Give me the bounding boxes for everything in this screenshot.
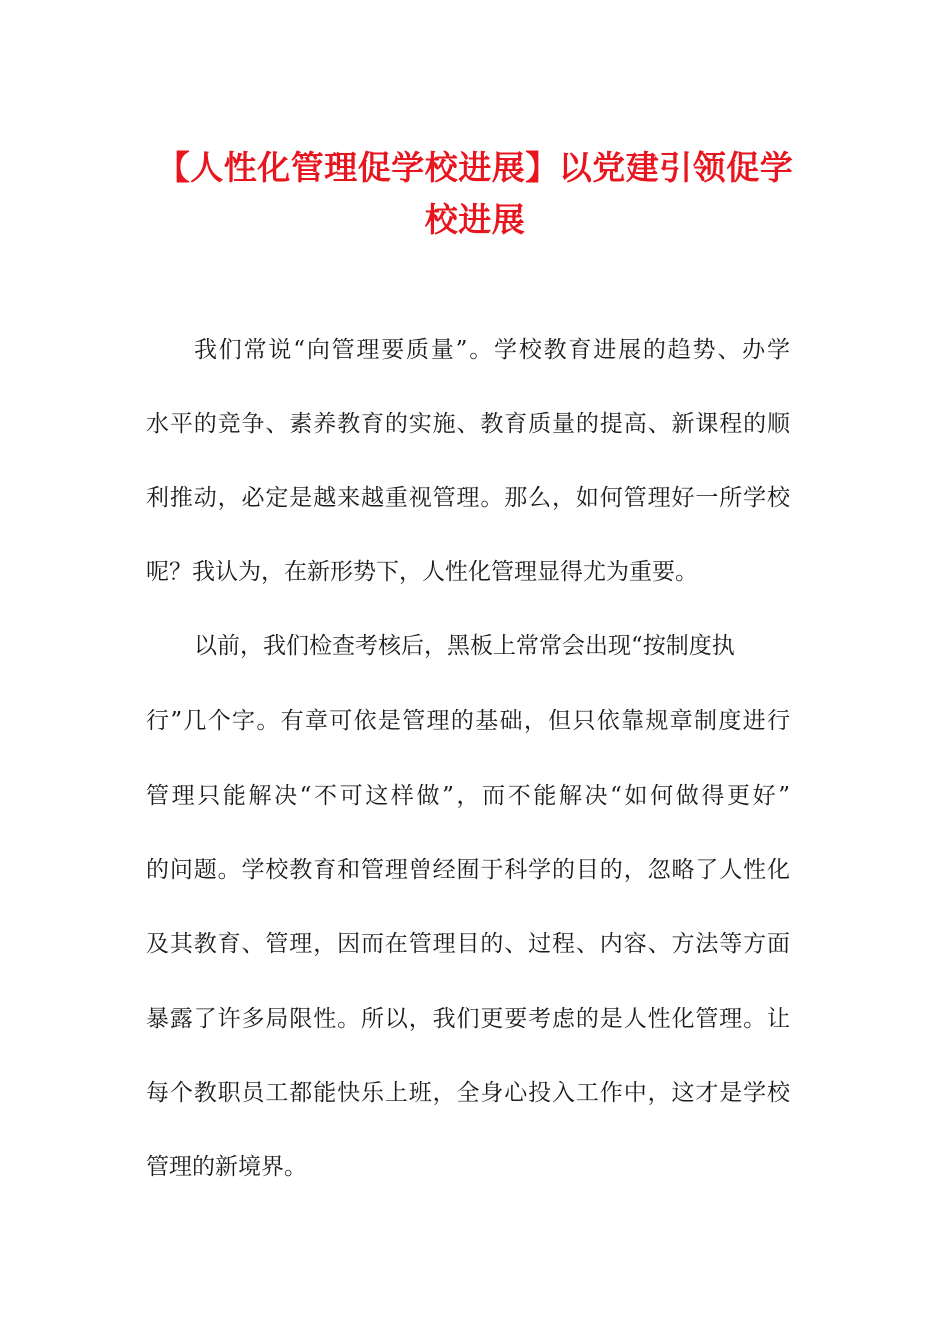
paragraph-2-line-6: 暴露了许多局限性。所以，我们更要考虑的是人性化管理。让 — [146, 1006, 790, 1032]
paragraph-1-line-3: 利推动，必定是越来越重视管理。那么，如何管理好一所学校 — [146, 485, 790, 511]
title-line-1: 【人性化管理促学校进展】以党建引领促学 — [156, 148, 794, 187]
paragraph-2-line-2: 行”几个字。有章可依是管理的基础，但只依靠规章制度进行 — [146, 708, 790, 734]
paragraph-2-line-7: 每个教职员工都能快乐上班，全身心投入工作中，这才是学校 — [146, 1080, 790, 1106]
paragraph-2-line-8: 管理的新境界。 — [146, 1154, 307, 1180]
title-line-2: 校进展 — [424, 200, 526, 239]
paragraph-2-line-3: 管理只能解决“不可这样做”，而不能解决“如何做得更好” — [146, 783, 790, 809]
paragraph-2-line-1: 以前，我们检查考核后，黑板上常常会出现“按制度执 — [194, 633, 735, 659]
paragraph-2-line-4: 的问题。学校教育和管理曾经囿于科学的目的，忽略了人性化 — [146, 857, 790, 883]
paragraph-2-line-5: 及其教育、管理，因而在管理目的、过程、内容、方法等方面 — [146, 931, 790, 957]
paragraph-1-line-4: 呢？我认为，在新形势下，人性化管理显得尤为重要。 — [146, 559, 698, 585]
paragraph-1-line-1: 我们常说“向管理要质量”。学校教育进展的趋势、办学 — [194, 337, 790, 363]
document-title — [100, 142, 850, 246]
paragraph-1-line-2: 水平的竞争、素养教育的实施、教育质量的提高、新课程的顺 — [146, 411, 790, 437]
